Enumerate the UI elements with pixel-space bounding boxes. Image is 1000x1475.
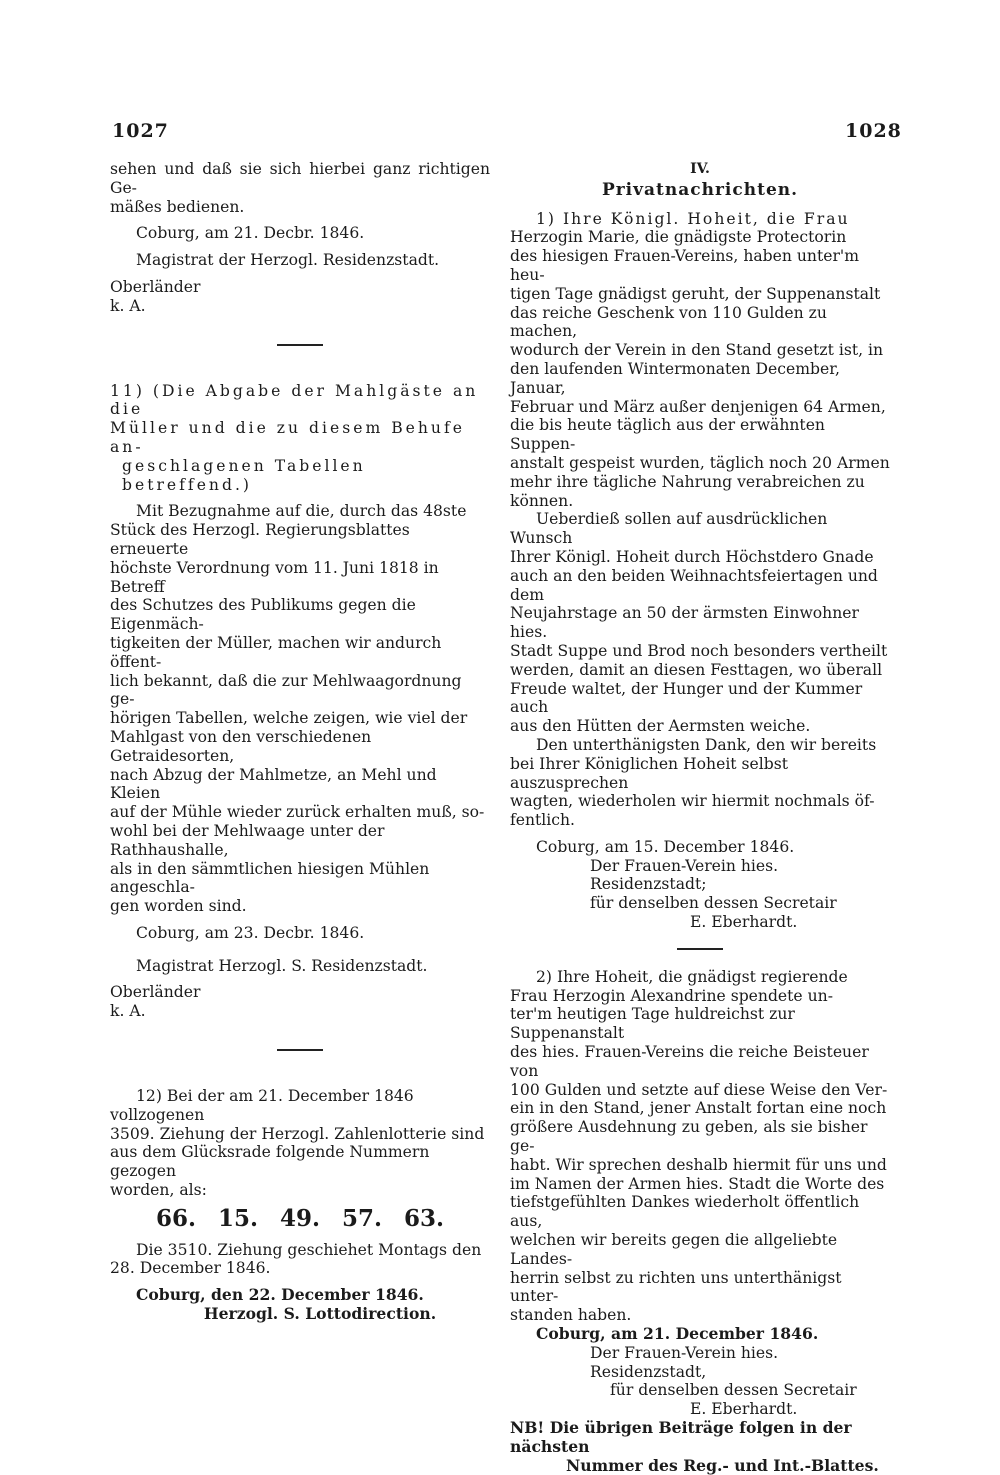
body-line: Ueberdieß sollen auf ausdrücklichen Wunsch: [510, 510, 828, 548]
notice-12: [110, 1087, 490, 1200]
notice-11-title: Müller und die zu diesem Behufe an-: [110, 419, 465, 456]
authority-line: Magistrat Herzogl. S. Residenzstadt.: [136, 956, 428, 975]
body-line: herrin selbst zu richten uns unterthänigst unter-: [510, 1268, 842, 1306]
body-line: auf der Mühle wieder zurück erhalten muß, so-: [110, 803, 485, 822]
body-line: Stück des Herzogl. Regierungsblattes erneuerte: [110, 521, 410, 558]
signature-line: Der Frauen-Verein hies. Residenzstadt,: [590, 1343, 779, 1381]
body-line: Die 3510. Ziehung geschiehet Montags den: [136, 1240, 482, 1259]
intro-line: mäßes bedienen.: [110, 197, 245, 216]
section-divider: [277, 344, 323, 346]
signature-name: E. Eberhardt.: [690, 1400, 798, 1419]
notice-2: [510, 968, 890, 1325]
body-line: Neujahrstage an 50 der ärmsten Einwohner hies.: [510, 604, 859, 642]
body-line: im Namen der Armen hies. Stadt die Worte des: [510, 1174, 885, 1193]
right-column: [510, 160, 890, 1475]
body-line: aus dem Glücksrade folgende Nummern gezogen: [110, 1143, 430, 1181]
date-line: Coburg, am 21. Decbr. 1846.: [136, 224, 365, 243]
page-number-right: 1028: [845, 120, 902, 142]
body-line: Freude waltet, der Hunger und der Kummer auch: [510, 679, 863, 717]
notice-1-thanks: [510, 736, 890, 830]
body-line: 100 Gulden und setzte auf diese Weise den Ver-: [510, 1080, 888, 1099]
body-line: Mahlgast von den verschiedenen Getraidesorten,: [110, 727, 372, 765]
date-line: Coburg, am 21. December 1846.: [536, 1324, 819, 1344]
body-line: wohl bei der Mehlwaage unter der Rathhaushalle,: [110, 821, 385, 859]
lottery-numbers: [110, 1204, 490, 1232]
lottery-number: 15.: [217, 1204, 258, 1232]
lottery-number: 63.: [404, 1204, 445, 1232]
date-line: Coburg, den 22. December 1846.: [136, 1285, 424, 1305]
body-line: höchste Verordnung vom 11. Juni 1818 in Betreff: [110, 558, 439, 596]
body-line: 28. December 1846.: [110, 1259, 271, 1278]
body-line: wodurch der Verein in den Stand gesetzt ist, in: [510, 341, 884, 360]
body-line: den laufenden Wintermonaten December, Januar,: [510, 359, 840, 397]
body-line: mehr ihre tägliche Nahrung verabreichen zu: [510, 472, 865, 491]
date-line: Coburg, am 15. December 1846.: [536, 837, 795, 856]
body-line: anstalt gespeist wurden, täglich noch 20 Armen: [510, 453, 890, 472]
body-line: Mit Bezugnahme auf die, durch das 48ste: [136, 502, 467, 521]
lottery-number: 49.: [279, 1204, 320, 1232]
nb-note: Nummer des Reg.- und Int.-Blattes.: [566, 1455, 879, 1475]
notice-1: [510, 210, 890, 511]
page-number-left: 1027: [112, 120, 169, 142]
body-line: hörigen Tabellen, welche zeigen, wie viel der: [110, 709, 468, 728]
body-line: welchen wir bereits gegen die allgeliebte Landes-: [510, 1231, 838, 1268]
body-line: fentlich.: [510, 811, 576, 830]
body-line: nach Abzug der Mahlmetze, an Mehl und Kleien: [110, 765, 437, 803]
notice-1-continued: [510, 510, 890, 736]
notice-11-body: [110, 502, 490, 916]
body-line: lich bekannt, daß die zur Mehlwaagordnung ge-: [110, 671, 462, 709]
body-line: Den unterthänigsten Dank, den wir bereits: [536, 735, 877, 754]
body-line: ter'm heutigen Tage huldreichst zur Suppenanstalt: [510, 1005, 795, 1043]
signer-name: Oberländer: [110, 983, 201, 1002]
body-line: 3509. Ziehung der Herzogl. Zahlenlotterie sind: [110, 1124, 485, 1143]
body-line: Stadt Suppe und Brod noch besonders vertheilt: [510, 641, 888, 660]
body-line: Februar und März außer denjenigen 64 Armen,: [510, 397, 886, 416]
body-line: des hies. Frauen-Vereins die reiche Beisteuer von: [510, 1043, 869, 1080]
body-line: standen haben.: [510, 1306, 632, 1325]
body-line: werden, damit an diesen Festtagen, wo überall: [510, 660, 883, 679]
signature-line: für denselben dessen Secretair: [590, 894, 837, 913]
body-line: ein in den Stand, jener Anstalt fortan eine noch: [510, 1099, 887, 1118]
body-line: des Schutzes des Publikums gegen die Eigenmäch-: [110, 596, 416, 634]
section-title: Privatnachrichten.: [601, 179, 799, 200]
body-line: wagten, wiederholen wir hiermit nochmals öf-: [510, 792, 875, 811]
nb-note: NB! Die übrigen Beiträge folgen in der nächsten: [510, 1418, 852, 1456]
signature-line: für denselben dessen Secretair: [610, 1381, 857, 1400]
date-line: Coburg, am 23. Decbr. 1846.: [136, 923, 365, 942]
body-line: tigkeiten der Müller, machen wir andurch öffent-: [110, 633, 442, 671]
notice-11-title: geschlagenen Tabellen betreffend.): [122, 456, 366, 494]
lottery-number: 66.: [155, 1204, 196, 1232]
section-number: IV.: [690, 161, 710, 177]
body-line: habt. Wir sprechen deshalb hiermit für uns und: [510, 1155, 887, 1174]
signer-initials: k. A.: [110, 296, 146, 315]
body-line: auch an den beiden Weihnachtsfeiertagen und dem: [510, 566, 878, 604]
signer-name: Oberländer: [110, 277, 201, 296]
body-line: Herzogin Marie, die gnädigste Protectorin: [510, 228, 847, 247]
body-line: gen worden sind.: [110, 897, 247, 916]
body-line: Ihrer Königl. Hoheit durch Höchstdero Gnade: [510, 547, 874, 566]
body-line: bei Ihrer Königlichen Hoheit selbst auszusprechen: [510, 754, 788, 792]
signer-initials: k. A.: [110, 1002, 146, 1021]
intro-line: sehen und daß sie sich hierbei ganz richtigen Ge-: [110, 160, 490, 197]
body-line: können.: [510, 491, 574, 510]
body-line: Frau Herzogin Alexandrine spendete un-: [510, 986, 833, 1005]
body-line: tigen Tage gnädigst geruht, der Suppenanstalt: [510, 284, 881, 303]
body-line: des hiesigen Frauen-Vereins, haben unter'm heu-: [510, 247, 859, 284]
lottery-number: 57.: [342, 1204, 383, 1232]
section-divider: [277, 1049, 323, 1051]
body-line: das reiche Geschenk von 110 Gulden zu machen,: [510, 303, 827, 341]
body-line: als in den sämmtlichen hiesigen Mühlen angeschla-: [110, 859, 430, 897]
body-line: 12) Bei der am 21. December 1846 vollzogenen: [110, 1087, 414, 1124]
left-column: [110, 160, 490, 1324]
body-line: die bis heute täglich aus der erwähnten Suppen-: [510, 416, 825, 454]
body-line: 2) Ihre Hoheit, die gnädigst regierende: [536, 967, 848, 986]
authority-line: Magistrat der Herzogl. Residenzstadt.: [136, 251, 440, 270]
body-line: 1) Ihre Königl. Hoheit, die Frau: [536, 209, 850, 228]
notice-11-title: 11) (Die Abgabe der Mahlgäste an die: [110, 381, 479, 419]
body-line: aus den Hütten der Aermsten weiche.: [510, 717, 811, 736]
body-line: größere Ausdehnung zu geben, als sie bisher ge-: [510, 1118, 868, 1156]
section-divider: [677, 948, 723, 950]
body-line: worden, als:: [110, 1181, 207, 1200]
body-line: tiefstgefühlten Dankes wiederholt öffentlich aus,: [510, 1193, 860, 1231]
signature-name: E. Eberhardt.: [690, 913, 798, 932]
authority-line: Herzogl. S. Lottodirection.: [203, 1304, 437, 1324]
signature-line: Der Frauen-Verein hies. Residenzstadt;: [590, 856, 779, 894]
